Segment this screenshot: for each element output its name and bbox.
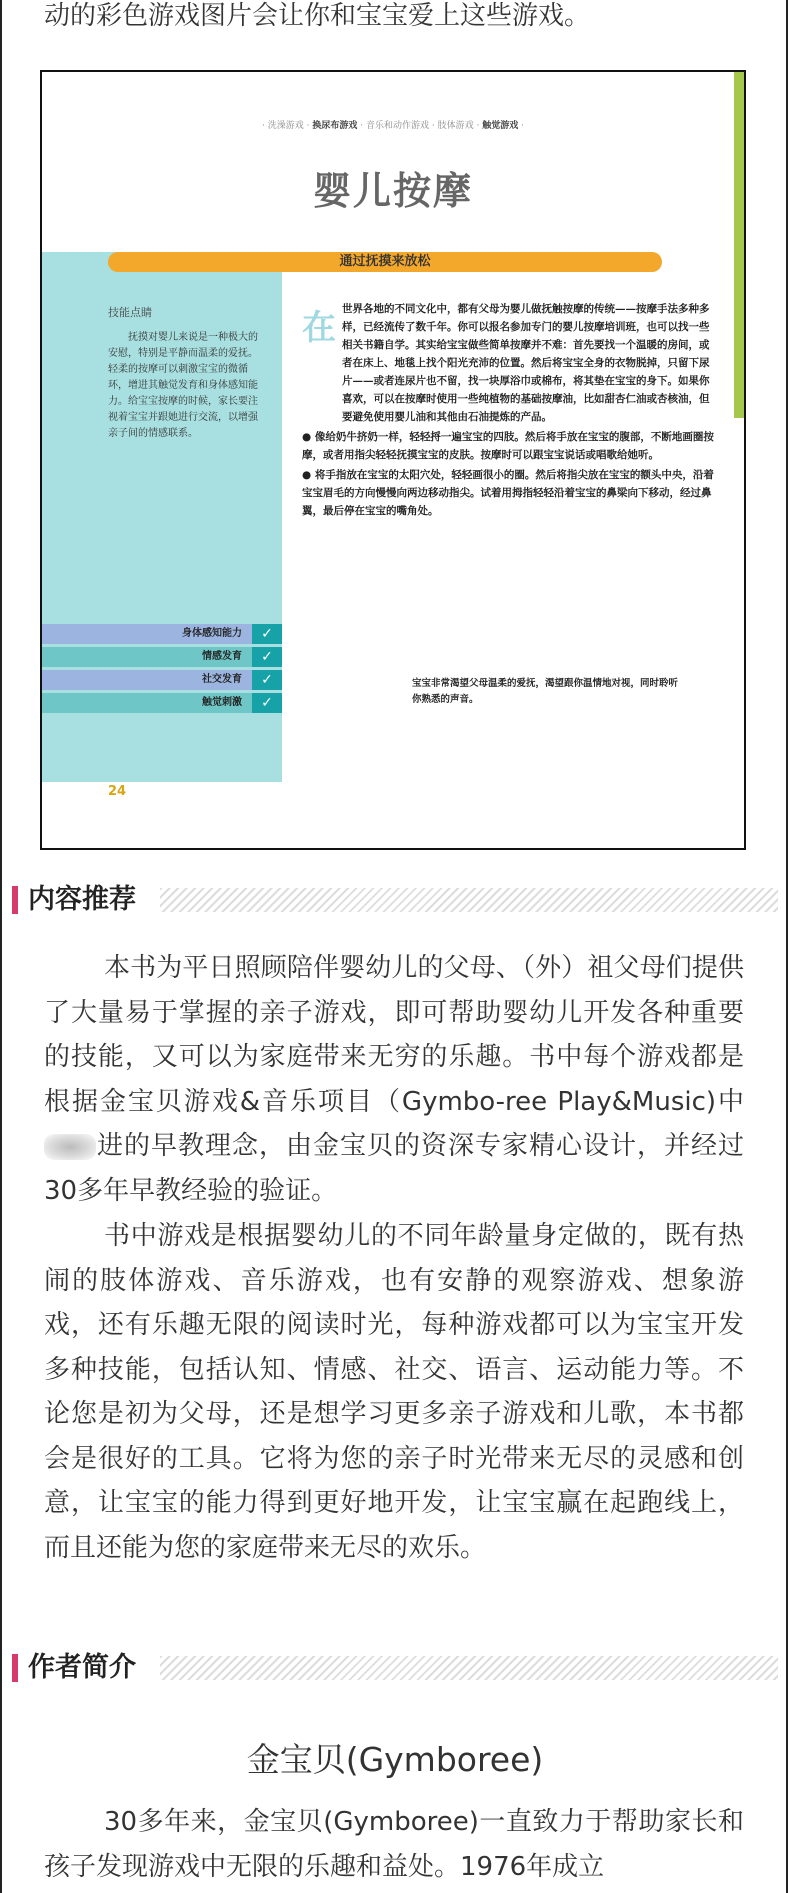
section-title: 作者简介	[28, 1650, 146, 1686]
accent-bar	[12, 886, 18, 914]
recommend-paragraph-2: 书中游戏是根据婴幼儿的不同年龄量身定做的，既有热闹的肢体游戏、音乐游戏，也有安静的观察游戏、想象游戏，还有乐趣无限的阅读时光，每种游戏都可以为宝宝开发多种技能，包括认知、情感、社交、语言、运动能力等。不论您是初为父母，还是想学习更多亲子游戏和儿歌，本书都会是很好的工具。它将为您的亲子时光带来无尽的灵感和创意，让宝宝的能力得到更好地开发，让宝宝赢在起跑线上，而且还能为您的家庭带来无尽的欢乐。	[44, 1221, 744, 1563]
book-page-image	[40, 70, 746, 850]
intro-text-line: 动的彩色游戏图片会让你和宝宝爱上这些游戏。	[44, 1, 591, 31]
skill-row	[42, 624, 282, 644]
skill-label: 触觉刺激	[42, 693, 252, 713]
check-icon: ✓	[252, 624, 282, 644]
skill-label: 情感发育	[42, 647, 252, 667]
paragraph-text: 本书为平日照顾陪伴婴幼儿的父母、（外）祖父母们提供了大量易于掌握的亲子游戏，即可帮助婴幼儿开发各种重要的技能，又可以为家庭带来无穷的乐趣。书中每个游戏都是根据金宝贝游戏&音乐项目（Gymbo-ree Play&Music)中	[44, 953, 744, 1117]
check-icon: ✓	[252, 693, 282, 713]
skill-row	[42, 647, 282, 667]
skills-list	[42, 624, 282, 716]
crumb-diaper: 换尿布游戏	[312, 121, 358, 131]
photo-caption: 宝宝非常渴望父母温柔的爱抚，渴望跟你温情地对视，同时聆听你熟悉的声音。	[412, 678, 679, 705]
crumb-limb: 肢体游戏	[437, 121, 474, 131]
header-hatch	[160, 1656, 778, 1680]
tips-title: 技能点睛	[108, 306, 152, 319]
book-body-text	[302, 300, 714, 522]
check-icon: ✓	[252, 647, 282, 667]
chapter-breadcrumb: · 洗澡游戏 · 换尿布游戏 · 音乐和动作游戏 · 肢体游戏 · 触觉游戏 ·	[262, 121, 524, 131]
paragraph-text: 进的早教理念，由金宝贝的资深专家精心设计，并经过30多年早教经验的验证。	[44, 1131, 744, 1206]
recommend-paragraph-1	[44, 946, 744, 1213]
accent-bar	[12, 1654, 18, 1682]
tips-text: 抚摸对婴儿来说是一种极大的安慰，特别是平静而温柔的爱抚。轻柔的按摩可以刺激宝宝的微循环，增进其触觉发育和身体感知能力。给宝宝按摩的时候，家长要注视着宝宝并跟她进行交流，以增强亲子间的情感联系。	[108, 332, 258, 439]
section-title: 内容推荐	[28, 882, 146, 918]
body-paragraph: ● 像给奶牛挤奶一样，轻轻捋一遍宝宝的四肢。然后将手放在宝宝的腹部，不断地画圈按摩，或者用指尖轻轻抚摸宝宝的皮肤。按摩时可以跟宝宝说话或唱歌给她听。	[302, 431, 714, 461]
author-name: 金宝贝(Gymboree)	[246, 1740, 544, 1779]
section-header-author	[12, 1650, 778, 1684]
crumb-bath: 洗澡游戏	[267, 121, 304, 131]
body-paragraph: 世界各地的不同文化中，都有父母为婴儿做抚触按摩的传统——按摩手法多种多样，已经流传了数千年。你可以报名参加专门的婴儿按摩培训班，也可以找一些相关书籍自学。其实给宝宝做些简单按摩并不难：首先要找一个温暖的房间，或者在床上、地毯上找个阳光充沛的位置。然后将宝宝全身的衣物脱掉，只留下尿片——或者连尿片也不留，找一块厚浴巾或棉布，将其垫在宝宝的身下。如果你喜欢，可以在按摩时使用一些纯植物的基础按摩油，比如甜杏仁油或杏核油，但要避免使用婴儿油和其他由石油提炼的产品。	[342, 303, 710, 423]
subtitle-banner: 通过抚摸来放松	[108, 252, 662, 272]
skill-label: 社交发育	[42, 670, 252, 690]
body-paragraph: ● 将手指放在宝宝的太阳穴处，轻轻画很小的圈。然后将指尖放在宝宝的额头中央，沿着宝宝眉毛的方向慢慢向两边移动指尖。试着用拇指轻轻沿着宝宝的鼻梁向下移动，经过鼻翼，最后停在宝宝的嘴角处。	[302, 469, 714, 517]
book-page-title: 婴儿按摩	[312, 169, 473, 213]
skill-row	[42, 693, 282, 713]
author-paragraph: 30多年来，金宝贝(Gymboree)一直致力于帮助家长和孩子发现游戏中无限的乐趣和益处。1976年成立	[44, 1807, 744, 1882]
header-hatch	[160, 888, 778, 912]
drop-cap: 在	[302, 308, 336, 348]
crumb-touch: 触觉游戏	[482, 121, 519, 131]
page-number: 24	[108, 784, 127, 799]
skill-label: 身体感知能力	[42, 624, 252, 644]
section-header-recommend	[12, 882, 778, 916]
skill-row	[42, 670, 282, 690]
crumb-music: 音乐和动作游戏	[365, 121, 429, 131]
check-icon: ✓	[252, 670, 282, 690]
redacted-blur	[44, 1134, 96, 1160]
